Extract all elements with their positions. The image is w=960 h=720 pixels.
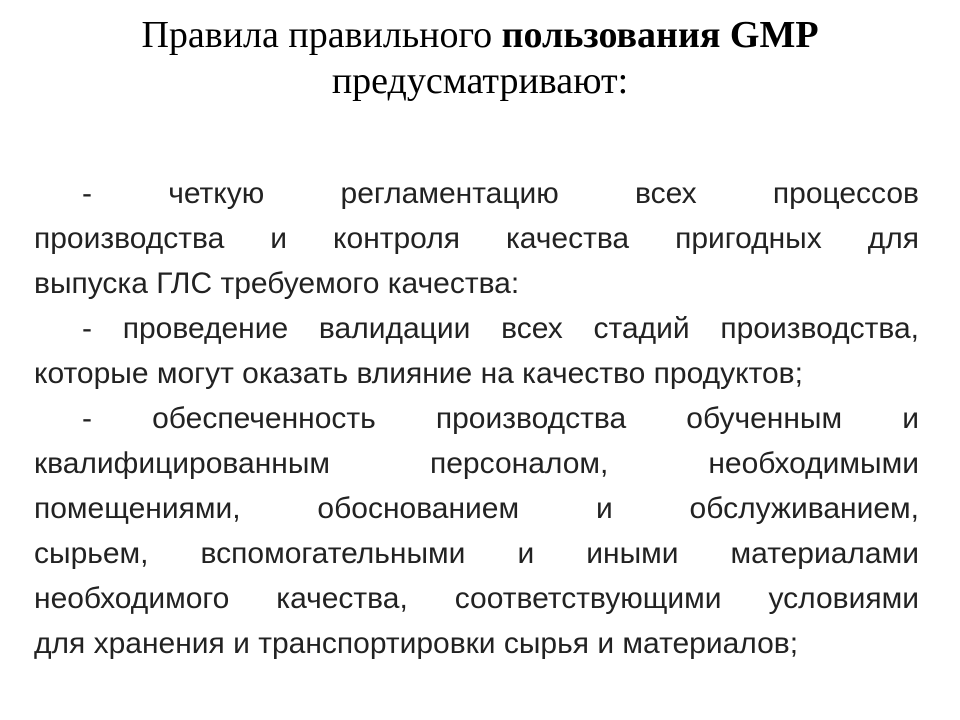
list-item-line: производства и контроля качества пригодных для — [34, 222, 919, 255]
list-item-line: - обеспеченность производства обученным и — [82, 402, 919, 435]
title-bold: пользования GMP — [501, 14, 819, 56]
slide-title — [40, 12, 920, 104]
list-item-line: для хранения и транспортировки сырья и материалов; — [34, 627, 799, 660]
list-item-line: необходимого качества, соответствующими условиями — [34, 582, 919, 615]
title-line-2: предусматривают: — [331, 60, 629, 102]
slide-body — [34, 171, 919, 666]
list-item — [34, 171, 919, 306]
list-item-line: сырьем, вспомогательными и иными материалами — [34, 537, 919, 570]
list-item-line: квалифицированным персоналом, необходимыми — [34, 447, 919, 480]
title-line-1 — [40, 12, 920, 58]
list-item-line: помещениями, обоснованием и обслуживанием, — [34, 492, 919, 525]
list-item — [34, 306, 919, 396]
title-prefix: Правила правильного — [141, 14, 502, 56]
list-item — [34, 396, 919, 666]
list-item-line: выпуска ГЛС требуемого качества: — [34, 267, 520, 300]
list-item-line: - проведение валидации всех стадий производства, — [82, 312, 919, 345]
list-item-line: - четкую регламентацию всех процессов — [82, 177, 919, 210]
list-item-line: которые могут оказать влияние на качество продуктов; — [34, 357, 803, 390]
